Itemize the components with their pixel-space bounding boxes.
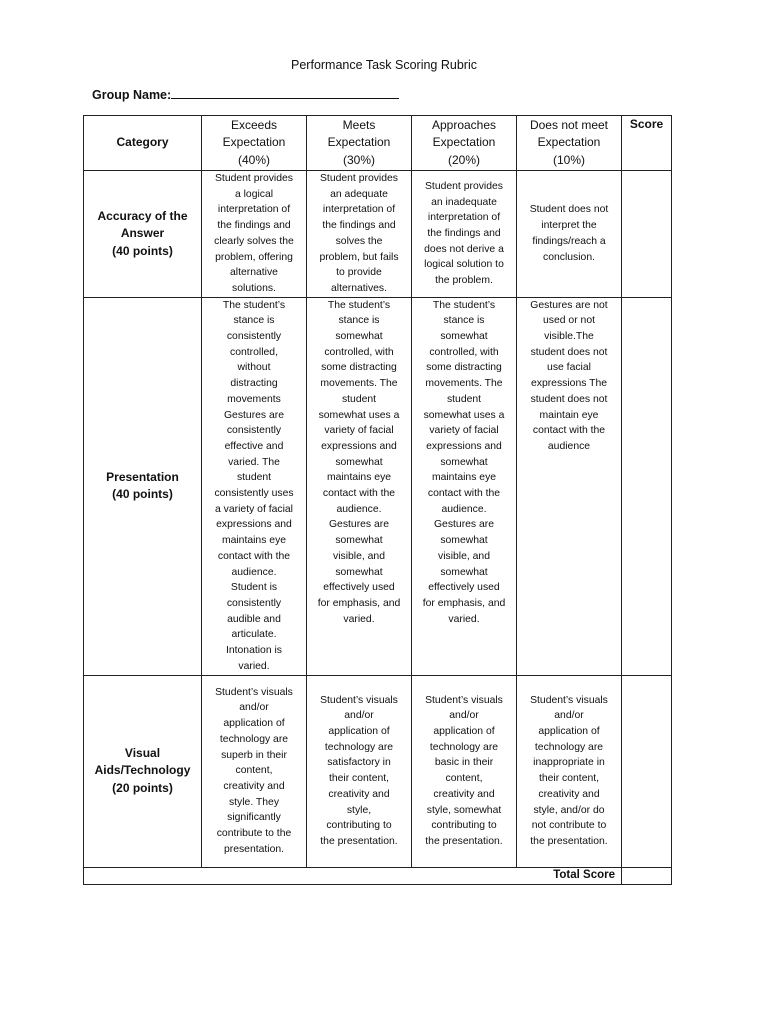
cell-text-line: varied. bbox=[448, 613, 480, 625]
cell-text-line: maintains eye bbox=[221, 535, 287, 547]
cell-text-line: Presentation bbox=[106, 469, 179, 484]
total-score-cell[interactable] bbox=[622, 867, 672, 884]
cell-text-line: contact with the bbox=[427, 488, 501, 500]
cell-text-line: visible, and bbox=[438, 550, 490, 562]
cell-text-line: solutions. bbox=[232, 282, 276, 294]
cell-text-line: the presentation. bbox=[425, 835, 503, 847]
cell-text-line: to provide bbox=[336, 267, 382, 279]
cell-text-line: technology are bbox=[324, 741, 394, 753]
cell-text-line: and/or bbox=[554, 710, 584, 722]
does-not-meet-cell bbox=[517, 675, 622, 867]
cell-text-line: Intonation is bbox=[225, 645, 283, 657]
cell-text-line: varied. bbox=[238, 660, 270, 672]
cell-text-line: inappropriate in bbox=[533, 757, 605, 769]
cell-text-line: consistently uses bbox=[214, 488, 294, 500]
cell-text-line: without bbox=[237, 362, 271, 374]
cell-text-line: style. They bbox=[228, 796, 280, 808]
cell-text-line: somewhat bbox=[440, 456, 488, 468]
cell-text-line: controlled, with bbox=[324, 346, 394, 358]
cell-text-line: problem, but fails bbox=[319, 251, 399, 263]
score-cell[interactable] bbox=[622, 297, 672, 675]
cell-text-line: maintains eye bbox=[431, 472, 497, 484]
cell-text-line: (40 points) bbox=[112, 487, 173, 502]
cell-text-line: The student’s bbox=[432, 299, 496, 311]
header-line: (10%) bbox=[552, 152, 585, 167]
cell-text-line: student bbox=[446, 393, 482, 405]
cell-text-line: for emphasis, and bbox=[422, 597, 506, 609]
scoring-rubric-table bbox=[83, 115, 672, 885]
cell-text-line: for emphasis, and bbox=[317, 597, 401, 609]
cell-text-line: contribute to the bbox=[216, 828, 292, 840]
cell-text-line: movements. The bbox=[425, 378, 503, 390]
cell-text-line: content, bbox=[235, 765, 273, 777]
cell-text-line: Student provides bbox=[215, 173, 293, 184]
cell-text-line: contributing to bbox=[431, 820, 497, 832]
cell-text-line: somewhat bbox=[440, 331, 488, 343]
category-cell bbox=[84, 171, 202, 298]
cell-text-line: The student’s bbox=[222, 299, 286, 311]
does-not-meet-cell bbox=[517, 297, 622, 675]
exceeds-cell bbox=[202, 675, 307, 867]
cell-text-line: articulate. bbox=[231, 629, 277, 641]
cell-text-line: effectively used bbox=[428, 582, 500, 594]
cell-text-line: the problem. bbox=[435, 275, 493, 287]
cell-text-line: student does not bbox=[530, 393, 608, 405]
cell-text-line: stance is bbox=[338, 315, 380, 327]
cell-text-line: effective and bbox=[224, 440, 284, 452]
exceeds-cell bbox=[202, 297, 307, 675]
cell-text-line: technology are bbox=[534, 741, 604, 753]
cell-text-line: creativity and bbox=[538, 788, 600, 800]
cell-text-line: varied. bbox=[343, 613, 375, 625]
cell-text-line: and/or bbox=[449, 710, 479, 722]
cell-text-line: not contribute to bbox=[531, 820, 607, 832]
cell-text-line: somewhat uses a bbox=[423, 409, 505, 421]
cell-text-line: use facial bbox=[547, 362, 591, 374]
cell-text-line: application of bbox=[538, 726, 600, 738]
meets-cell bbox=[307, 171, 412, 298]
cell-text-line: findings/reach a bbox=[532, 235, 606, 247]
cell-text-line: contact with the bbox=[217, 550, 291, 562]
cell-text-line: style, bbox=[346, 804, 372, 816]
cell-text-line: somewhat bbox=[335, 566, 383, 578]
cell-text-line: interpretation of bbox=[427, 212, 501, 224]
cell-text-line: interpret the bbox=[541, 220, 597, 232]
cell-text-line: visible.The bbox=[544, 331, 594, 343]
cell-text-line: Student’s visuals bbox=[530, 694, 608, 706]
cell-text-line: application of bbox=[328, 726, 390, 738]
cell-text-line: logical solution to bbox=[424, 259, 504, 271]
cell-text-line: somewhat bbox=[335, 456, 383, 468]
approaches-cell bbox=[412, 171, 517, 298]
cell-text-line: basic in their bbox=[434, 757, 494, 769]
cell-text-line: expressions and bbox=[216, 519, 292, 531]
group-name-blank-line[interactable] bbox=[171, 87, 399, 99]
cell-text-line: clearly solves the bbox=[214, 235, 294, 247]
cell-text-line: Student’s visuals bbox=[320, 694, 398, 706]
cell-text-line: maintain eye bbox=[539, 409, 599, 421]
cell-text-line: an adequate bbox=[330, 188, 388, 200]
group-name-field[interactable] bbox=[92, 87, 399, 102]
cell-text-line: the presentation. bbox=[320, 835, 398, 847]
cell-text-line: visible, and bbox=[333, 550, 385, 562]
cell-text-line: the findings and bbox=[217, 220, 291, 232]
category-cell bbox=[84, 297, 202, 675]
cell-text-line: somewhat bbox=[335, 331, 383, 343]
meets-cell bbox=[307, 675, 412, 867]
cell-text-line: Gestures are bbox=[433, 519, 495, 531]
cell-text-line: satisfactory in bbox=[327, 757, 391, 769]
total-row bbox=[84, 867, 672, 884]
header-does-not-meet bbox=[517, 116, 622, 171]
cell-text-line: interpretation of bbox=[217, 204, 291, 216]
approaches-cell bbox=[412, 675, 517, 867]
header-line: (40%) bbox=[237, 152, 270, 167]
cell-text-line: Gestures are not bbox=[530, 299, 608, 311]
does-not-meet-cell bbox=[517, 171, 622, 298]
cell-text-line: Student’s visuals bbox=[425, 694, 503, 706]
cell-text-line: problem, offering bbox=[215, 251, 293, 263]
header-line: (20%) bbox=[447, 152, 480, 167]
cell-text-line: Student is bbox=[230, 582, 278, 594]
cell-text-line: stance is bbox=[443, 315, 485, 327]
cell-text-line: Student provides bbox=[320, 173, 398, 184]
cell-text-line: Gestures are bbox=[223, 409, 285, 421]
score-cell[interactable] bbox=[622, 675, 672, 867]
table-row bbox=[84, 171, 672, 298]
cell-text-line: solves the bbox=[335, 235, 383, 247]
cell-text-line: alternative bbox=[230, 267, 278, 279]
cell-text-line: creativity and bbox=[433, 788, 495, 800]
cell-text-line: expressions and bbox=[426, 440, 502, 452]
header-line: Expectation bbox=[537, 135, 601, 150]
cell-text-line: used or not bbox=[543, 315, 595, 327]
document-title: Performance Task Scoring Rubric bbox=[291, 58, 477, 72]
cell-text-line: audience. bbox=[231, 566, 277, 578]
header-line: Meets bbox=[342, 117, 376, 132]
cell-text-line: a logical bbox=[234, 188, 274, 200]
cell-text-line: movements. The bbox=[320, 378, 398, 390]
cell-text-line: some distracting bbox=[321, 362, 397, 374]
header-meets bbox=[307, 116, 412, 171]
cell-text-line: audience bbox=[547, 440, 591, 452]
cell-text-line: some distracting bbox=[426, 362, 502, 374]
cell-text-line: controlled, bbox=[230, 346, 278, 358]
cell-text-line: (40 points) bbox=[112, 243, 173, 258]
cell-text-line: Student provides bbox=[425, 180, 503, 192]
header-line: Does not meet bbox=[529, 117, 609, 132]
cell-text-line: somewhat uses a bbox=[318, 409, 400, 421]
table-row bbox=[84, 297, 672, 675]
cell-text-line: Aids/Technology bbox=[94, 763, 191, 778]
header-line: Expectation bbox=[327, 135, 391, 150]
cell-text-line: consistently bbox=[226, 331, 282, 343]
exceeds-cell bbox=[202, 171, 307, 298]
header-approaches bbox=[412, 116, 517, 171]
cell-text-line: application of bbox=[223, 718, 285, 730]
cell-text-line: The student’s bbox=[327, 299, 391, 311]
cell-text-line: movements bbox=[227, 393, 281, 405]
cell-text-line: Answer bbox=[120, 226, 165, 241]
cell-text-line: consistently bbox=[226, 425, 282, 437]
cell-text-line: maintains eye bbox=[326, 472, 392, 484]
header-line: Approaches bbox=[431, 117, 497, 132]
cell-text-line: consistently bbox=[226, 597, 282, 609]
header-score: Score bbox=[622, 116, 672, 171]
cell-text-line: interpretation of bbox=[322, 204, 396, 216]
category-cell bbox=[84, 675, 202, 867]
cell-text-line: style, somewhat bbox=[426, 804, 502, 816]
cell-text-line: expressions The bbox=[530, 378, 608, 390]
header-exceeds bbox=[202, 116, 307, 171]
cell-text-line: (20 points) bbox=[112, 780, 173, 795]
cell-text-line: creativity and bbox=[328, 788, 390, 800]
cell-text-line: student bbox=[236, 472, 272, 484]
cell-text-line: application of bbox=[433, 726, 495, 738]
meets-cell bbox=[307, 297, 412, 675]
cell-text-line: content, bbox=[445, 773, 483, 785]
cell-text-line: their content, bbox=[538, 773, 600, 785]
cell-text-line: and/or bbox=[344, 710, 374, 722]
cell-text-line: presentation. bbox=[223, 843, 285, 855]
cell-text-line: their content, bbox=[328, 773, 390, 785]
cell-text-line: somewhat bbox=[440, 566, 488, 578]
cell-text-line: does not derive a bbox=[424, 243, 504, 255]
cell-text-line: contact with the bbox=[322, 488, 396, 500]
header-row bbox=[84, 116, 672, 171]
cell-text-line: Visual bbox=[124, 745, 161, 760]
cell-text-line: variety of facial bbox=[324, 425, 394, 437]
cell-text-line: technology are bbox=[429, 741, 499, 753]
cell-text-line: variety of facial bbox=[429, 425, 499, 437]
cell-text-line: expressions and bbox=[321, 440, 397, 452]
cell-text-line: contact with the bbox=[532, 425, 606, 437]
score-cell[interactable] bbox=[622, 171, 672, 298]
cell-text-line: creativity and bbox=[223, 780, 285, 792]
cell-text-line: significantly bbox=[227, 812, 281, 824]
header-line: Expectation bbox=[222, 135, 286, 150]
total-score-label: Total Score bbox=[84, 867, 622, 884]
approaches-cell bbox=[412, 297, 517, 675]
cell-text-line: audience. bbox=[441, 503, 487, 515]
cell-text-line: audible and bbox=[227, 613, 281, 625]
cell-text-line: the findings and bbox=[322, 220, 396, 232]
cell-text-line: the presentation. bbox=[530, 835, 608, 847]
cell-text-line: varied. The bbox=[228, 456, 280, 468]
cell-text-line: conclusion. bbox=[543, 251, 595, 263]
cell-text-line: controlled, with bbox=[429, 346, 499, 358]
header-line: Exceeds bbox=[230, 117, 278, 132]
cell-text-line: somewhat bbox=[335, 535, 383, 547]
cell-text-line: technology are bbox=[219, 733, 289, 745]
header-line: (30%) bbox=[342, 152, 375, 167]
cell-text-line: style, and/or do bbox=[533, 804, 605, 816]
cell-text-line: stance is bbox=[233, 315, 275, 327]
cell-text-line: superb in their bbox=[221, 749, 287, 761]
cell-text-line: contributing to bbox=[326, 820, 392, 832]
cell-text-line: audience. bbox=[336, 503, 382, 515]
table-row bbox=[84, 675, 672, 867]
cell-text-line: an inadequate bbox=[431, 196, 497, 208]
header-category: Category bbox=[84, 116, 202, 171]
cell-text-line: Accuracy of the bbox=[97, 208, 188, 223]
cell-text-line: and/or bbox=[239, 702, 269, 714]
cell-text-line: effectively used bbox=[323, 582, 395, 594]
cell-text-line: Student does not bbox=[529, 204, 609, 216]
cell-text-line: student bbox=[341, 393, 377, 405]
cell-text-line: a variety of facial bbox=[215, 503, 293, 515]
group-name-label: Group Name: bbox=[92, 88, 172, 102]
cell-text-line: Gestures are bbox=[328, 519, 390, 531]
cell-text-line: student does not bbox=[530, 346, 608, 358]
cell-text-line: distracting bbox=[230, 378, 278, 390]
cell-text-line: somewhat bbox=[440, 535, 488, 547]
cell-text-line: the findings and bbox=[427, 227, 501, 239]
cell-text-line: Student’s visuals bbox=[215, 686, 293, 698]
cell-text-line: alternatives. bbox=[330, 282, 388, 294]
header-line: Expectation bbox=[432, 135, 496, 150]
